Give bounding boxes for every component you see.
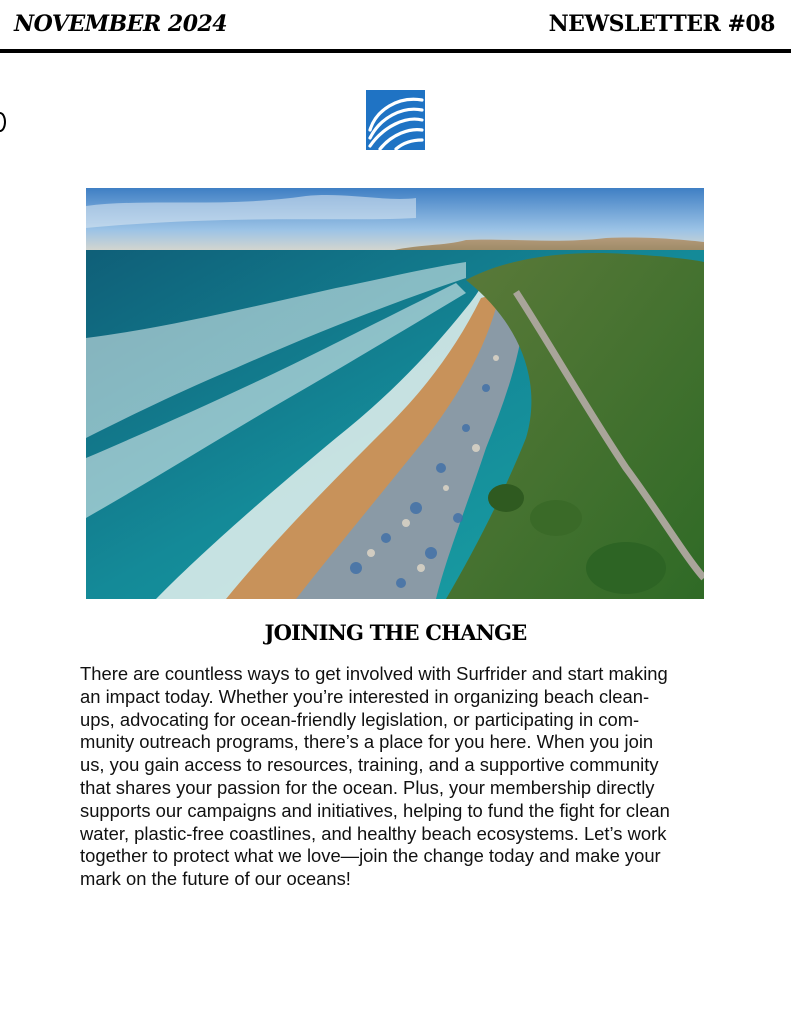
- body-line: water, plastic-free coastlines, and healthy beach ecosystems. Let’s work: [80, 822, 667, 844]
- body-line: mark on the future of our oceans!: [80, 868, 351, 890]
- page-header: [0, 0, 791, 54]
- article-title: JOINING THE CHANGE: [264, 620, 527, 645]
- body-line: There are countless ways to get involved with Surfrider and start making: [80, 663, 668, 684]
- coastline-pollution-photo: [86, 188, 704, 599]
- body-line: together to protect what we love—join the change today and make your: [80, 845, 661, 867]
- body-line: munity outreach programs, there’s a place for you here. When you join: [80, 731, 654, 753]
- newsletter-number: NEWSLETTER #08: [548, 11, 775, 37]
- body-line: that shares your passion for the ocean. Plus, your membership directly: [80, 776, 655, 798]
- issue-date: NOVEMBER 2024: [14, 11, 228, 37]
- wave-logo-icon: [366, 90, 425, 150]
- body-line: ups, advocating for ocean-friendly legislation, or participating in com-: [80, 708, 640, 730]
- page-edge-mark: [0, 112, 6, 132]
- body-line: us, you gain access to resources, training, and a supportive community: [80, 754, 659, 776]
- body-line: supports our campaigns and initiatives, helping to fund the fight for clean: [80, 799, 670, 821]
- article-body: [80, 663, 720, 891]
- header-divider: [0, 49, 791, 53]
- body-line: an impact today. Whether you’re interested in organizing beach clean-: [80, 685, 650, 707]
